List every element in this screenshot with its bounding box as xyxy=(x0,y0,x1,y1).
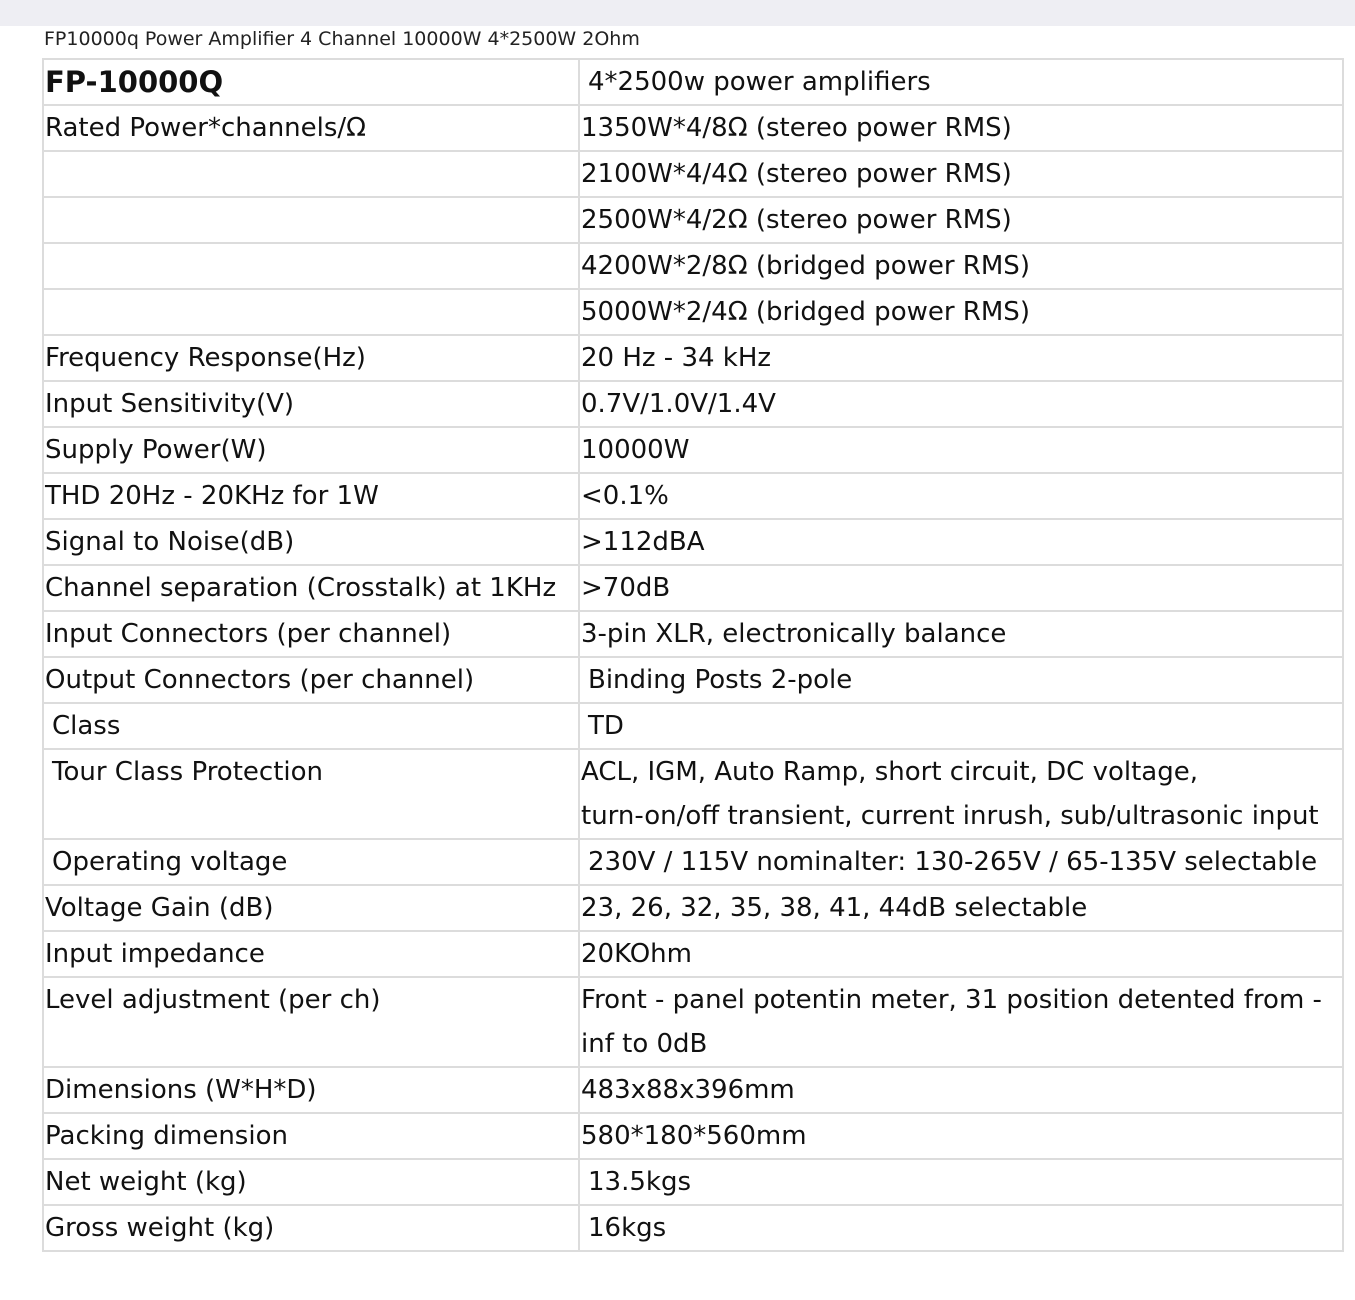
spec-value: 230V / 115V nominalter: 130-265V / 65-135V selectable xyxy=(579,839,1343,885)
spec-value: ACL, IGM, Auto Ramp, short circuit, DC voltage, turn-on/off transient, current inrush, sub/ultrasonic input xyxy=(579,749,1343,839)
table-row xyxy=(43,105,1343,151)
spec-label: THD 20Hz - 20KHz for 1W xyxy=(43,473,579,519)
spec-value: 16kgs xyxy=(579,1205,1343,1251)
spec-label: Gross weight (kg) xyxy=(43,1205,579,1251)
spec-value: Front - panel potentin meter, 31 position detented from - inf to 0dB xyxy=(579,977,1343,1067)
table-row xyxy=(43,1067,1343,1113)
table-row xyxy=(43,1159,1343,1205)
spec-value: 580*180*560mm xyxy=(579,1113,1343,1159)
table-row xyxy=(43,611,1343,657)
table-row xyxy=(43,977,1343,1067)
table-row xyxy=(43,565,1343,611)
table-row xyxy=(43,197,1343,243)
spec-label: Channel separation (Crosstalk) at 1KHz xyxy=(43,565,579,611)
spec-label-model: FP-10000Q xyxy=(43,59,579,105)
spec-label: Supply Power(W) xyxy=(43,427,579,473)
spec-label xyxy=(43,289,579,335)
table-row xyxy=(43,703,1343,749)
table-row xyxy=(43,427,1343,473)
spec-value: 10000W xyxy=(579,427,1343,473)
table-row xyxy=(43,657,1343,703)
spec-label: Class xyxy=(43,703,579,749)
spec-label xyxy=(43,243,579,289)
spec-label xyxy=(43,151,579,197)
spec-label: Dimensions (W*H*D) xyxy=(43,1067,579,1113)
spec-label: Net weight (kg) xyxy=(43,1159,579,1205)
spec-label: Tour Class Protection xyxy=(43,749,579,839)
table-row xyxy=(43,151,1343,197)
spec-label: Level adjustment (per ch) xyxy=(43,977,579,1067)
spec-label: Operating voltage xyxy=(43,839,579,885)
spec-value: >70dB xyxy=(579,565,1343,611)
table-row xyxy=(43,749,1343,839)
spec-value: 20 Hz - 34 kHz xyxy=(579,335,1343,381)
spec-label: Frequency Response(Hz) xyxy=(43,335,579,381)
spec-label: Voltage Gain (dB) xyxy=(43,885,579,931)
spec-value: <0.1% xyxy=(579,473,1343,519)
spec-label: Input Sensitivity(V) xyxy=(43,381,579,427)
spec-value: 20KOhm xyxy=(579,931,1343,977)
spec-value: 2100W*4/4Ω (stereo power RMS) xyxy=(579,151,1343,197)
spec-value: 4200W*2/8Ω (bridged power RMS) xyxy=(579,243,1343,289)
spec-value: 3-pin XLR, electronically balance xyxy=(579,611,1343,657)
table-row xyxy=(43,243,1343,289)
spec-label: Signal to Noise(dB) xyxy=(43,519,579,565)
spec-value: 1350W*4/8Ω (stereo power RMS) xyxy=(579,105,1343,151)
table-row xyxy=(43,519,1343,565)
table-row xyxy=(43,335,1343,381)
spec-label: Output Connectors (per channel) xyxy=(43,657,579,703)
spec-label: Input Connectors (per channel) xyxy=(43,611,579,657)
spec-label: Input impedance xyxy=(43,931,579,977)
table-row xyxy=(43,381,1343,427)
spec-value: 2500W*4/2Ω (stereo power RMS) xyxy=(579,197,1343,243)
table-row xyxy=(43,885,1343,931)
document-title: FP10000q Power Amplifier 4 Channel 10000W 4*2500W 2Ohm xyxy=(44,28,640,50)
table-row xyxy=(43,839,1343,885)
table-row xyxy=(43,289,1343,335)
spec-label xyxy=(43,197,579,243)
spec-label: Rated Power*channels/Ω xyxy=(43,105,579,151)
table-row xyxy=(43,59,1343,105)
spec-value: Binding Posts 2-pole xyxy=(579,657,1343,703)
spec-value: TD xyxy=(579,703,1343,749)
spec-value: 13.5kgs xyxy=(579,1159,1343,1205)
spec-label: Packing dimension xyxy=(43,1113,579,1159)
table-row xyxy=(43,473,1343,519)
table-row xyxy=(43,1113,1343,1159)
top-band xyxy=(0,0,1355,26)
spec-value: 0.7V/1.0V/1.4V xyxy=(579,381,1343,427)
spec-table xyxy=(42,58,1344,1252)
spec-value: 4*2500w power amplifiers xyxy=(579,59,1343,105)
spec-value: >112dBA xyxy=(579,519,1343,565)
spec-value: 23, 26, 32, 35, 38, 41, 44dB selectable xyxy=(579,885,1343,931)
spec-value: 483x88x396mm xyxy=(579,1067,1343,1113)
table-row xyxy=(43,1205,1343,1251)
spec-value: 5000W*2/4Ω (bridged power RMS) xyxy=(579,289,1343,335)
table-row xyxy=(43,931,1343,977)
